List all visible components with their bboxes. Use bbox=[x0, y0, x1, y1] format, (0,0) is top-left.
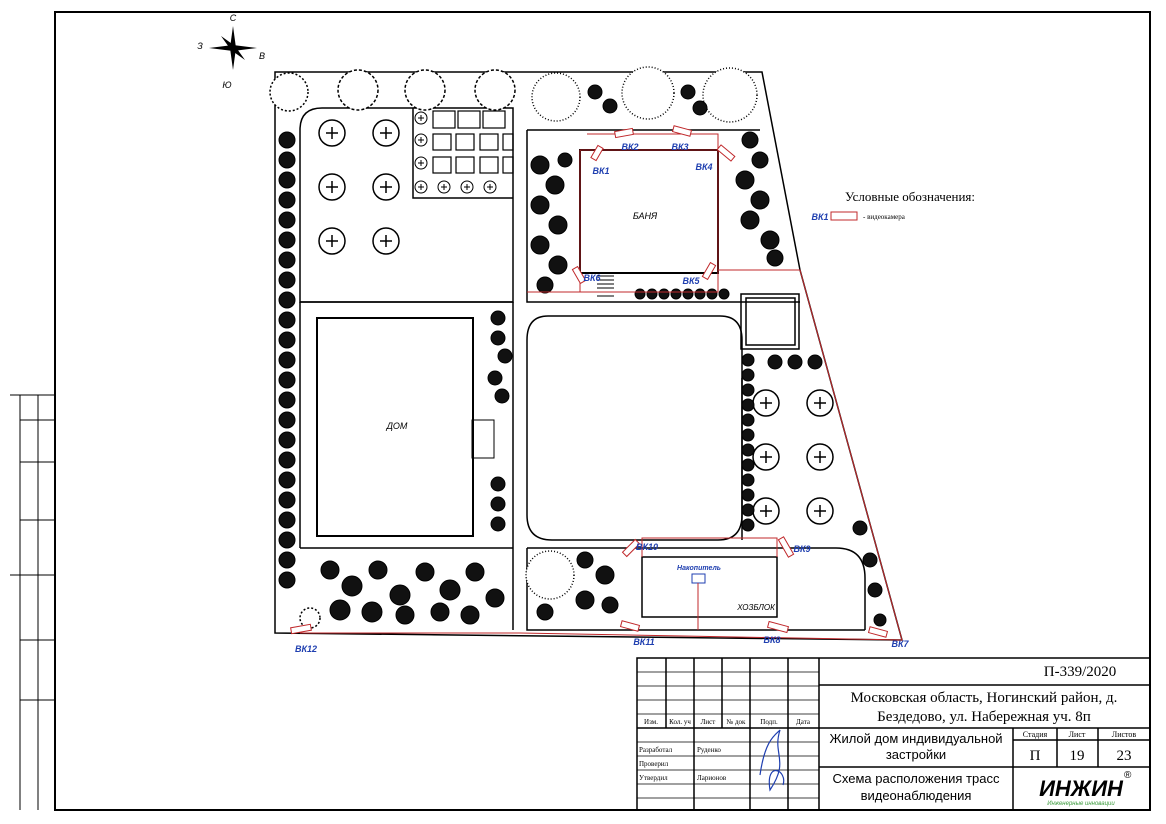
storage-label: Накопитель bbox=[677, 565, 721, 572]
sheet-header: Лист bbox=[1068, 730, 1086, 739]
role-checker: Проверил bbox=[639, 760, 669, 768]
compass-south: Ю bbox=[222, 80, 232, 90]
company-logo bbox=[1039, 770, 1132, 807]
header-doc: № док bbox=[726, 718, 746, 726]
legend-camera-tag: ВК1 bbox=[811, 212, 829, 222]
house-porch bbox=[472, 420, 494, 458]
sheet-value: 19 bbox=[1069, 748, 1085, 764]
name-approver: Ларионов bbox=[697, 774, 727, 782]
house-label: ДОМ bbox=[386, 421, 408, 431]
legend-camera-desc: - видеокамера bbox=[863, 213, 905, 221]
stage-header: Стадия bbox=[1022, 730, 1048, 739]
camera-label: ВК3 bbox=[671, 142, 689, 152]
sheets-value: 23 bbox=[1116, 748, 1132, 764]
fruit-trees bbox=[319, 120, 833, 524]
logo-text: ИНЖИН bbox=[1039, 776, 1123, 801]
object-line2: застройки bbox=[885, 747, 947, 762]
binding-strip bbox=[10, 395, 55, 810]
location-line1: Московская область, Ногинский район, д. bbox=[850, 690, 1118, 706]
sheets-header: Листов bbox=[1111, 730, 1137, 739]
camera-label: ВК2 bbox=[621, 142, 639, 152]
shed-label: ХОЗБЛОК bbox=[737, 603, 775, 612]
sheet-line1: Схема расположения трасс bbox=[832, 771, 1000, 786]
camera-label: ВК1 bbox=[592, 166, 610, 176]
header-sign: Подп. bbox=[760, 718, 778, 726]
logo-subtitle: Инженерные инновации bbox=[1047, 801, 1115, 807]
legend-title: Условные обозначения: bbox=[845, 189, 976, 204]
compass-east: В bbox=[258, 51, 266, 61]
storage-box bbox=[692, 574, 705, 583]
cable-routes bbox=[300, 134, 902, 640]
name-developer: Руденко bbox=[697, 746, 721, 754]
camera-label: ВК11 bbox=[633, 637, 655, 647]
role-developer: Разработал bbox=[639, 746, 673, 754]
header-kol: Кол. уч bbox=[669, 718, 691, 726]
header-izm: Изм. bbox=[644, 718, 658, 726]
camera-label: ВК8 bbox=[763, 635, 781, 645]
compass-west: З bbox=[197, 41, 203, 51]
object-line1: Жилой дом индивидуальной bbox=[829, 731, 1003, 746]
header-list: Лист bbox=[700, 718, 716, 726]
camera-label: ВК5 bbox=[682, 276, 700, 286]
camera-label: ВК7 bbox=[891, 639, 909, 649]
camera-label: ВК6 bbox=[583, 273, 601, 283]
header-date: Дата bbox=[796, 718, 810, 726]
signature bbox=[760, 730, 784, 790]
logo-registered: ® bbox=[1124, 770, 1132, 781]
stage-value: П bbox=[1029, 748, 1041, 764]
compass-rose-icon bbox=[209, 26, 257, 70]
camera-label: ВК4 bbox=[695, 162, 713, 172]
camera-label: ВК12 bbox=[294, 644, 318, 654]
garden-beds bbox=[433, 111, 513, 173]
sheet-line2: видеонаблюдения bbox=[860, 788, 972, 803]
document-code: П-339/2020 bbox=[1043, 664, 1117, 680]
role-approver: Утвердил bbox=[639, 774, 668, 782]
camera-label: ВК9 bbox=[793, 544, 811, 554]
bath-label: БАНЯ bbox=[632, 211, 658, 221]
compass-north: С bbox=[229, 13, 237, 23]
camera-label: ВК10 bbox=[635, 542, 659, 552]
location-line2: Бездедово, ул. Набережная уч. 8п bbox=[877, 709, 1091, 725]
